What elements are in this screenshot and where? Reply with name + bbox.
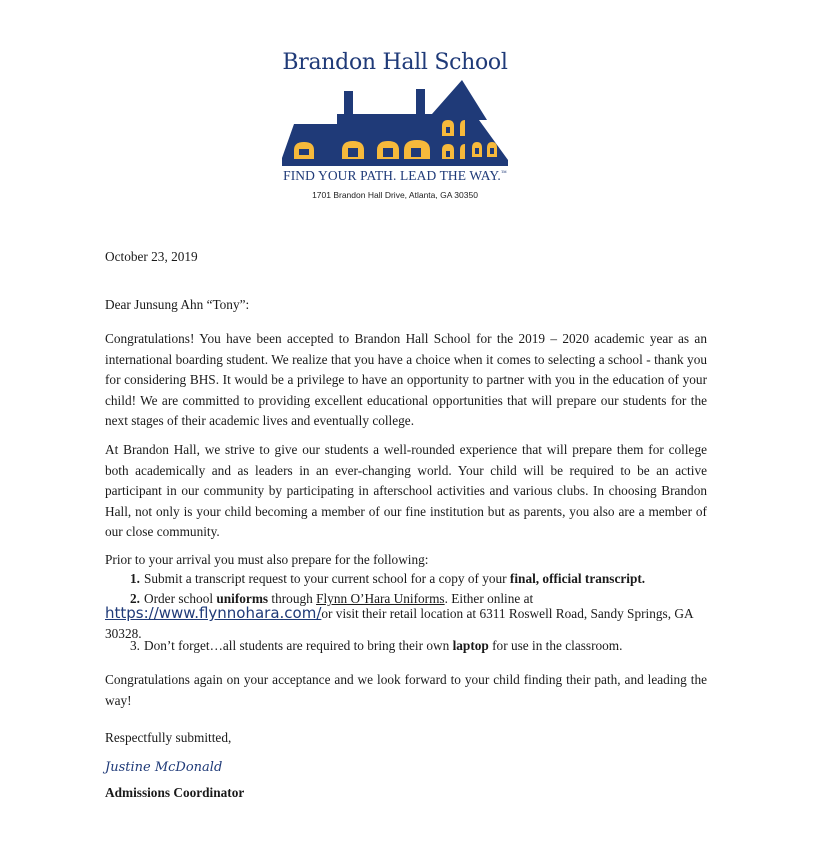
paragraph-acceptance: Congratulations! You have been accepted to Brandon Hall School for the 2019 – 2020 academic year as an international boarding student. We realize that you have a choice when it comes to selecting a school - thank you for considering BHS. It would be a privilege to have an opportunity to partner with you in the education of your child! We are committed to providing excellent educational opportunities that will prepare our students for the next stages of their academic lives and eventually college. (105, 331, 707, 428)
regards: Respectfully submitted, (105, 730, 232, 745)
flynnohara-url-link[interactable]: https://www.flynnohara.com/ (105, 604, 322, 622)
school-name: Brandon Hall School (282, 50, 508, 75)
prior-arrival-intro: Prior to your arrival you must also prepare for the following: (105, 552, 429, 567)
school-address: 1701 Brandon Hall Drive, Atlanta, GA 30350 (312, 190, 478, 200)
list-item-transcript: 1. Submit a transcript request to your current school for a copy of your final, official transcript. (130, 571, 646, 586)
school-tagline: FIND YOUR PATH. LEAD THE WAY.™ (283, 168, 507, 183)
list-item-laptop: 3. Don’t forget…all students are required to bring their own laptop for use in the classroom. (130, 638, 623, 653)
signer-title: Admissions Coordinator (105, 785, 245, 800)
signature: Justine McDonald (105, 760, 223, 775)
uniforms-continuation: https://www.flynnohara.com/or visit their retail location at 6311 Roswell Road, Sandy Springs, GA 30328. (105, 604, 693, 641)
letterhead (270, 48, 520, 200)
paragraph-community: At Brandon Hall, we strive to give our students a well-rounded experience that will prepare them for college both academically and as leaders in an ever-changing world. Your child will be required to be an active participant in our community by participating in afterschool activities and various clubs. In choosing Brandon Hall, not only is your child becoming a member of our fine institution but as parents, you also are a member of our close community. (105, 442, 707, 539)
letter-date: October 23, 2019 (105, 249, 198, 264)
flynn-ohara-link[interactable]: Flynn O’Hara Uniforms (316, 591, 445, 606)
list-item-uniforms: 2. Order school uniforms through Flynn O’Hara Uniforms. Either online at (130, 591, 534, 606)
salutation: Dear Junsung Ahn “Tony”: (105, 297, 250, 312)
closing-paragraph: Congratulations again on your acceptance and we look forward to your child finding their path, and leading the way! (105, 672, 707, 708)
school-building-icon (282, 80, 508, 166)
